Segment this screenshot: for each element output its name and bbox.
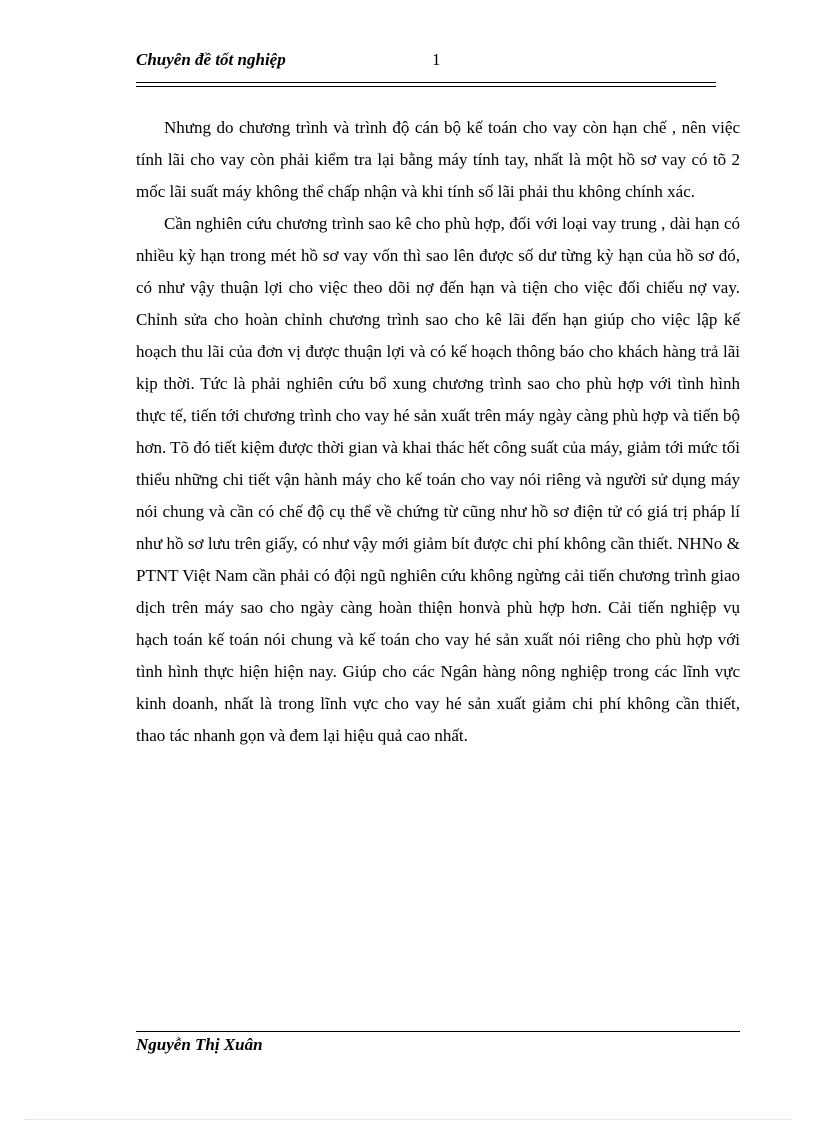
header-divider [136,82,716,83]
body-paragraph: Nhưng do chương trình và trình độ cán bộ kế toán cho vay còn hạn chế , nên việc tính lãi cho vay còn phải kiểm tra lại bằng máy tính tay, nhất là một hồ sơ vay có tõ 2 mốc lãi suất máy không thể chấp nhận và khi tính số lãi phải thu không chính xác. [136,118,740,201]
footer-divider [136,1031,740,1032]
page-number: 1 [432,50,441,69]
header-divider-secondary [136,86,716,87]
page-bottom-edge [24,1119,792,1120]
page-header [136,48,716,72]
document-body [136,112,740,752]
body-paragraph: Cần nghiên cứu chương trình sao kê cho phù hợp, đối với loại vay trung , dài hạn có nhiều kỳ hạn trong mét hồ sơ vay vốn thì sao lên được số dư từng kỳ hạn của hồ sơ đó, có như vậy thuận lợi cho việc theo dõi nợ đến hạn và tiện cho việc đối chiếu nợ vay. Chỉnh sửa cho hoàn chỉnh chương trình sao cho kê lãi đến hạn giúp cho việc lập kế hoạch thu lãi của đơn vị được thuận lợi và có kế hoạch thông báo cho khách hàng trả lãi kịp thời. Tức là phải nghiên cứu bổ xung chương trình sao cho phù hợp với tình hình thực tế, tiến tới chương trình cho vay hé sản xuất trên máy ngày càng phù hợp và tiến bộ hơn. Tõ đó tiết kiệm được thời gian và khai thác hết công suất của máy, giảm tới mức tối thiểu những chi tiết vận hành máy cho kế toán cho vay nói riêng và người sử dụng máy nói chung và cần có chế độ cụ thể về chứng từ cũng như hồ sơ điện tử có giá trị pháp lí như hồ sơ lưu trên giấy, có như vậy mới giảm bít được chi phí không cần thiết. NHNo & PTNT Việt Nam cần phải có đội ngũ nghiên cứu không ngừng cải tiến chương trình giao dịch trên máy sao cho ngày càng hoàn thiện honvà phù hợp hơn. Cải tiến nghiệp vụ hạch toán kế toán nói chung và kế toán cho vay hé sản xuất nói riêng cho phù hợp với tình hình thực hiện hiện nay. Giúp cho các Ngân hàng nông nghiệp trong các lĩnh vực kinh doanh, nhất là trong lĩnh vực cho vay hé sản xuất giảm chi phí không cần thiết, thao tác nhanh gọn và đem lại hiệu quả cao nhất. [136,214,740,745]
document-title: Chuyên đề tốt nghiệp [136,50,286,69]
author-name: Nguyễn Thị Xuân [136,1035,263,1054]
